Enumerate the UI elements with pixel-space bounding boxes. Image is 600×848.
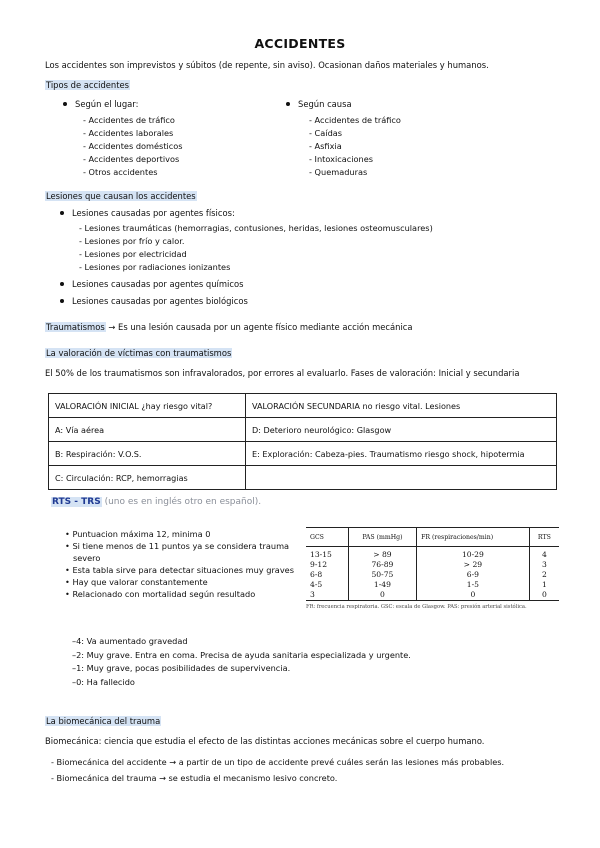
table-row bbox=[306, 590, 559, 601]
rts-heading: RTS - TRS (uno es en inglés otro en español). bbox=[52, 497, 262, 507]
table-header-cell: VALORACIÓN INICIAL ¿hay riesgo vital? bbox=[49, 394, 246, 418]
table-cell: 2 bbox=[529, 570, 559, 580]
list-item: - Biomecánica del trauma → se estudia el mecanismo lesivo concreto. bbox=[51, 773, 338, 783]
bullet-icon bbox=[60, 282, 64, 286]
list-item: - Lesiones traumáticas (hemorragias, contusiones, heridas, lesiones osteomusculares) bbox=[79, 223, 433, 233]
bullet-icon bbox=[63, 102, 67, 106]
table-cell: 4 bbox=[529, 547, 559, 561]
table-cell: > 29 bbox=[417, 560, 530, 570]
rts-bullets bbox=[65, 528, 295, 600]
list-item: - Accidentes deportivos bbox=[83, 154, 180, 164]
section-heading-tipos: Tipos de accidentes bbox=[46, 80, 130, 90]
list-item: - Caídas bbox=[309, 128, 343, 138]
causa-label: Según causa bbox=[286, 99, 352, 110]
table-cell: 1 bbox=[529, 580, 559, 590]
table-row bbox=[49, 418, 557, 442]
table-cell: 6-9 bbox=[417, 570, 530, 580]
table-header-cell: VALORACIÓN SECUNDARIA no riesgo vital. Lesiones bbox=[246, 394, 557, 418]
list-item: - Accidentes domésticos bbox=[83, 141, 183, 151]
table-row bbox=[306, 547, 559, 561]
bullet-icon bbox=[60, 299, 64, 303]
list-item: • Hay que valorar constantemente bbox=[65, 577, 208, 587]
table-cell: > 89 bbox=[348, 547, 416, 561]
lesiones-biologicos: Lesiones causadas por agentes biológicos bbox=[60, 296, 248, 307]
lesiones-quimicos: Lesiones causadas por agentes químicos bbox=[60, 279, 243, 290]
table-cell: A: Vía aérea bbox=[49, 418, 246, 442]
list-item: • Si tiene menos de 11 puntos ya se considera trauma severo bbox=[65, 541, 290, 563]
table-header-cell: FR (respiraciones/min) bbox=[417, 528, 530, 547]
table-cell: 0 bbox=[529, 590, 559, 601]
table-cell: B: Respiración: V.O.S. bbox=[49, 442, 246, 466]
list-item: - Otros accidentes bbox=[83, 167, 158, 177]
rts-table bbox=[306, 527, 559, 601]
table-row bbox=[306, 560, 559, 570]
intro-text: Los accidentes son imprevistos y súbitos (de repente, sin aviso). Ocasionan daños materiales y humanos. bbox=[45, 60, 489, 70]
table-row bbox=[49, 466, 557, 490]
table-cell: C: Circulación: RCP, hemorragias bbox=[49, 466, 246, 490]
valoracion-text: El 50% de los traumatismos son infravalorados, por errores al evaluarlo. Fases de valoración: Inicial y secundaria bbox=[45, 368, 520, 378]
bullet-icon bbox=[60, 211, 64, 215]
list-item: - Lesiones por radiaciones ionizantes bbox=[79, 262, 231, 272]
list-item: • Puntuacion máxima 12, minima 0 bbox=[65, 529, 211, 539]
valoracion-table bbox=[48, 393, 557, 490]
list-item: - Biomecánica del accidente → a partir de un tipo de accidente prevé cuáles serán las lesiones más probables. bbox=[51, 757, 505, 767]
list-item: • Esta tabla sirve para detectar situaciones muy graves bbox=[65, 565, 294, 575]
lugar-list bbox=[83, 114, 183, 179]
list-item: - Quemaduras bbox=[309, 167, 368, 177]
list-item: - Accidentes de tráfico bbox=[83, 115, 175, 125]
section-heading-lesiones: Lesiones que causan los accidentes bbox=[46, 191, 196, 201]
table-cell: 10-29 bbox=[417, 547, 530, 561]
list-item: –2: Muy grave. Entra en coma. Precisa de ayuda sanitaria especializada y urgente. bbox=[72, 649, 411, 660]
lesiones-fisicos: Lesiones causadas por agentes físicos: bbox=[60, 208, 235, 219]
traumatismos-definition: Traumatismos → Es una lesión causada por un agente físico mediante acción mecánica bbox=[46, 322, 413, 332]
table-cell bbox=[246, 466, 557, 490]
list-item: –0: Ha fallecido bbox=[72, 676, 135, 687]
list-item: - Lesiones por frío y calor. bbox=[79, 236, 185, 246]
table-cell: E: Exploración: Cabeza-pies. Traumatismo riesgo shock, hipotermia bbox=[246, 442, 557, 466]
table-row bbox=[306, 570, 559, 580]
table-row bbox=[306, 580, 559, 590]
table-cell: 76-89 bbox=[348, 560, 416, 570]
rts-scores bbox=[72, 635, 411, 689]
table-cell: 50-75 bbox=[348, 570, 416, 580]
list-item: • Relacionado con mortalidad según resultado bbox=[65, 589, 256, 599]
list-item: - Asfixia bbox=[309, 141, 342, 151]
list-item: - Intoxicaciones bbox=[309, 154, 374, 164]
bullet-icon bbox=[286, 102, 290, 106]
list-item: - Accidentes laborales bbox=[83, 128, 174, 138]
table-cell: 4-5 bbox=[310, 580, 323, 589]
table-cell: 3 bbox=[529, 560, 559, 570]
biomecanica-list bbox=[51, 754, 504, 786]
table-cell: 13-15 bbox=[310, 550, 332, 559]
table-cell: 1-5 bbox=[417, 580, 530, 590]
list-item: –1: Muy grave, pocas posibilidades de supervivencia. bbox=[72, 663, 291, 673]
list-item: - Lesiones por electricidad bbox=[79, 249, 187, 259]
table-header-cell: PAS (mmHg) bbox=[348, 528, 416, 547]
table-cell: 6-8 bbox=[310, 570, 323, 579]
table-header-cell: GCS bbox=[306, 528, 348, 547]
list-item: - Accidentes de tráfico bbox=[309, 115, 401, 125]
biomecanica-definition: Biomecánica: ciencia que estudia el efecto de las distintas acciones mecánicas sobre el cuerpo humano. bbox=[45, 736, 485, 746]
lugar-label: Según el lugar: bbox=[63, 99, 138, 110]
list-item: –4: Va aumentado gravedad bbox=[72, 636, 188, 646]
rts-table-footnote: FR: frecuencia respiratoria. GSC: escala de Glasgow. PAS: presión arterial sistólica. bbox=[306, 604, 527, 610]
table-cell: 9-12 bbox=[310, 560, 328, 569]
table-row bbox=[49, 442, 557, 466]
table-cell: D: Deterioro neurológico: Glasgow bbox=[246, 418, 557, 442]
table-cell: 3 bbox=[306, 590, 348, 601]
fisicos-list bbox=[79, 222, 433, 274]
table-header-row bbox=[49, 394, 557, 418]
table-cell: 0 bbox=[348, 590, 416, 601]
section-heading-valoracion: La valoración de víctimas con traumatismos bbox=[46, 348, 232, 358]
causa-list bbox=[309, 114, 401, 179]
table-header-row bbox=[306, 528, 559, 547]
table-header-cell: RTS bbox=[529, 528, 559, 547]
table-cell: 1-49 bbox=[348, 580, 416, 590]
page-title: ACCIDENTES bbox=[254, 36, 346, 51]
section-heading-biomecanica: La biomecánica del trauma bbox=[46, 716, 161, 726]
table-cell: 0 bbox=[417, 590, 530, 601]
